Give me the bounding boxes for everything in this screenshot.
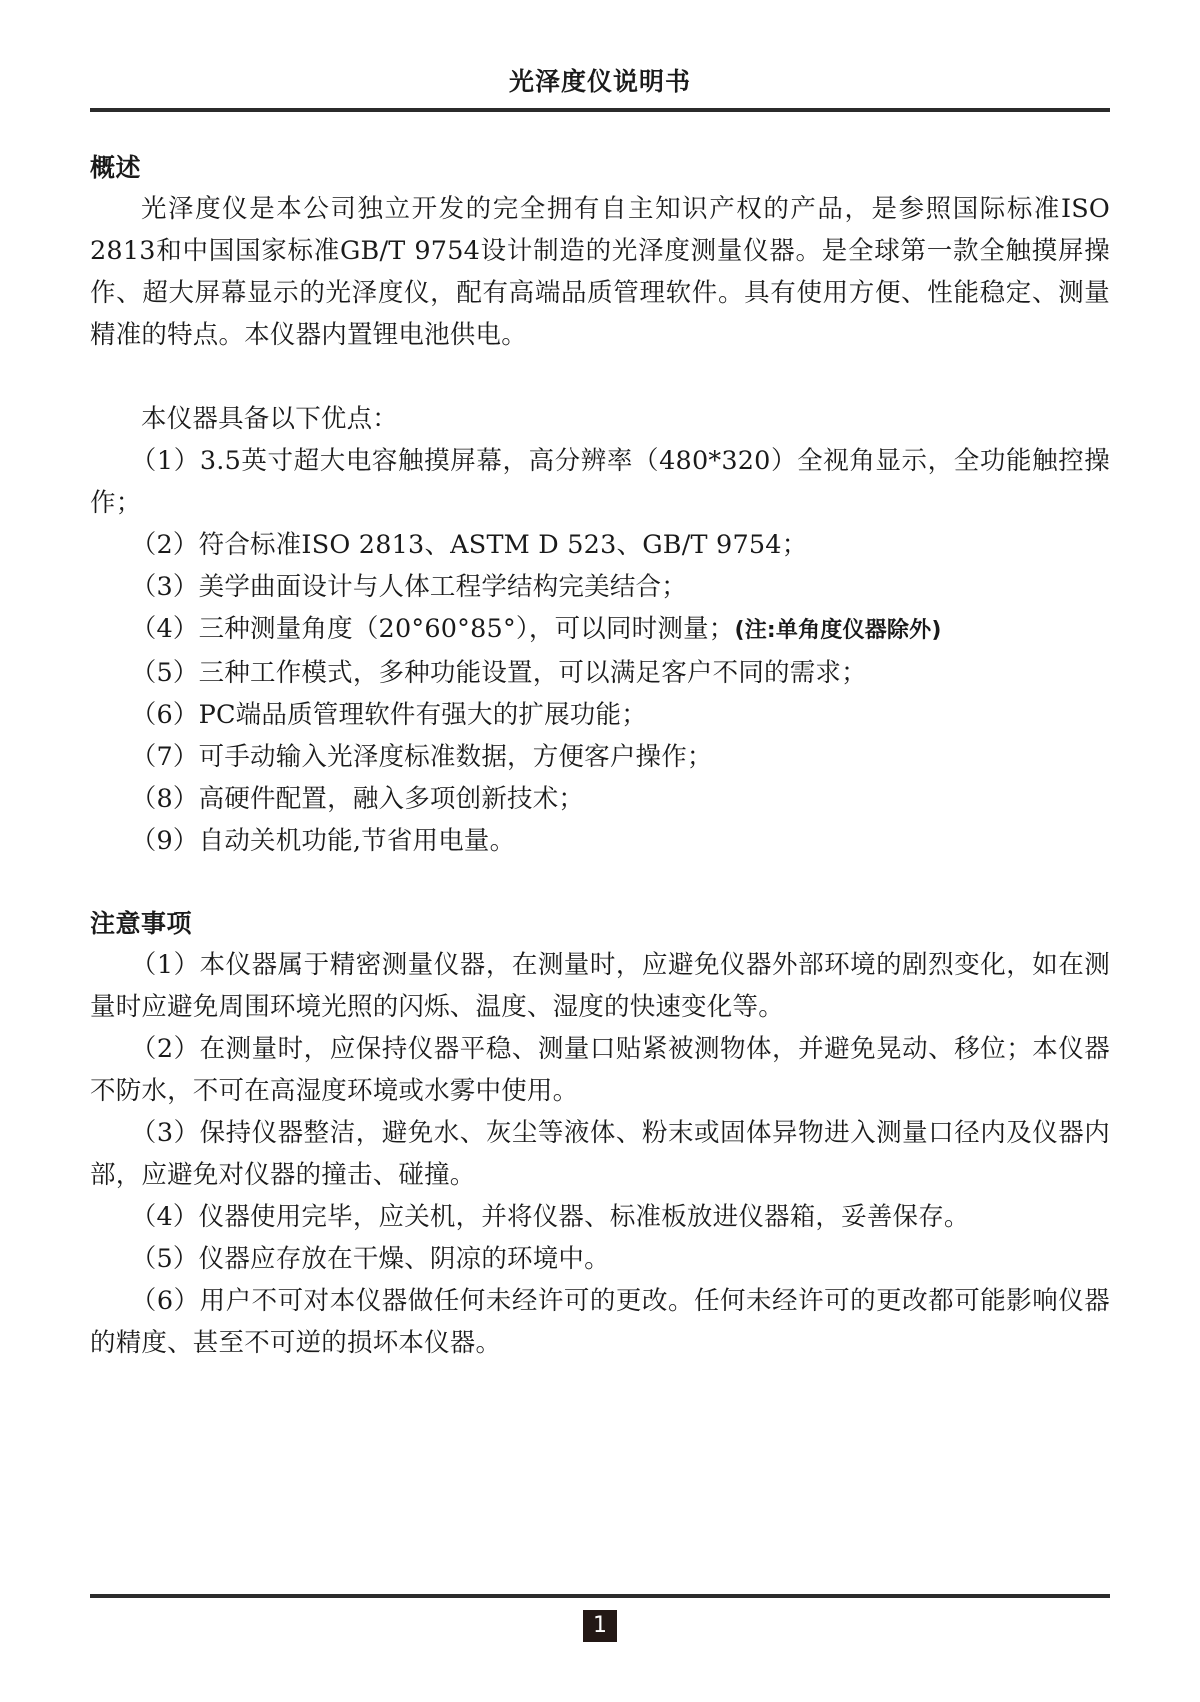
- precaution-item-2: （2）在测量时，应保持仪器平稳、测量口贴紧被测物体，并避免晃动、移位；本仪器不防水，不可在高湿度环境或水雾中使用。: [90, 1034, 1110, 1106]
- overview-list-intro: 本仪器具备以下优点：: [141, 404, 399, 434]
- overview-item-5: （5）三种工作模式，多种功能设置，可以满足客户不同的需求；: [130, 658, 867, 688]
- precaution-item-5: （5）仪器应存放在干燥、阴凉的环境中。: [130, 1244, 610, 1274]
- paragraph-spacer: [90, 356, 1110, 398]
- overview-paragraph: 光泽度仪是本公司独立开发的完全拥有自主知识产权的产品，是参照国际标准ISO 2813和中国国家标准GB/T 9754设计制造的光泽度测量仪器。是全球第一款全触摸屏操作、超大屏幕显示的光泽度仪，配有高端品质管理软件。具有使用方便、性能稳定、测量精准的特点。本仪器内置锂电池供电。: [90, 194, 1110, 350]
- overview-item-3: （3）美学曲面设计与人体工程学结构完美结合；: [130, 572, 687, 602]
- page-footer: [90, 1594, 1110, 1642]
- footer-divider: [90, 1594, 1110, 1598]
- overview-item-4-text: （4）三种测量角度（20°60°85°），可以同时测量；: [130, 614, 735, 644]
- precaution-item-1: （1）本仪器属于精密测量仪器，在测量时，应避免仪器外部环境的剧烈变化，如在测量时应避免周围环境光照的闪烁、温度、湿度的快速变化等。: [90, 950, 1110, 1022]
- overview-item-6: （6）PC端品质管理软件有强大的扩展功能；: [130, 700, 647, 730]
- section-overview: [90, 148, 1110, 862]
- page-number-container: [90, 1610, 1110, 1642]
- header-title: 光泽度仪说明书: [508, 67, 691, 96]
- overview-item-9: （9）自动关机功能,节省用电量。: [130, 826, 516, 856]
- precaution-item-4: （4）仪器使用完毕，应关机，并将仪器、标准板放进仪器箱，妥善保存。: [130, 1202, 970, 1232]
- header-divider: [90, 108, 1110, 112]
- precaution-item-6: （6）用户不可对本仪器做任何未经许可的更改。任何未经许可的更改都可能影响仪器的精度、甚至不可逆的损坏本仪器。: [90, 1286, 1110, 1358]
- document-content: [90, 148, 1110, 1364]
- page-header: [90, 62, 1110, 112]
- overview-item-7: （7）可手动输入光泽度标准数据，方便客户操作；: [130, 742, 713, 772]
- overview-item-4: [90, 608, 1110, 652]
- page-number: 1: [583, 1610, 617, 1642]
- section-heading-precautions: 注意事项: [90, 909, 193, 938]
- section-precautions: [90, 904, 1110, 1364]
- overview-item-2: （2）符合标准ISO 2813、ASTM D 523、GB/T 9754；: [130, 530, 808, 560]
- section-heading-overview: 概述: [90, 153, 142, 182]
- overview-item-4-note: (注:单角度仪器除外): [734, 618, 942, 643]
- precaution-item-3: （3）保持仪器整洁，避免水、灰尘等液体、粉末或固体异物进入测量口径内及仪器内部，应避免对仪器的撞击、碰撞。: [90, 1118, 1110, 1190]
- overview-item-1: （1）3.5英寸超大电容触摸屏幕，高分辨率（480*320）全视角显示，全功能触控操作；: [90, 446, 1110, 518]
- overview-item-8: （8）高硬件配置，融入多项创新技术；: [130, 784, 585, 814]
